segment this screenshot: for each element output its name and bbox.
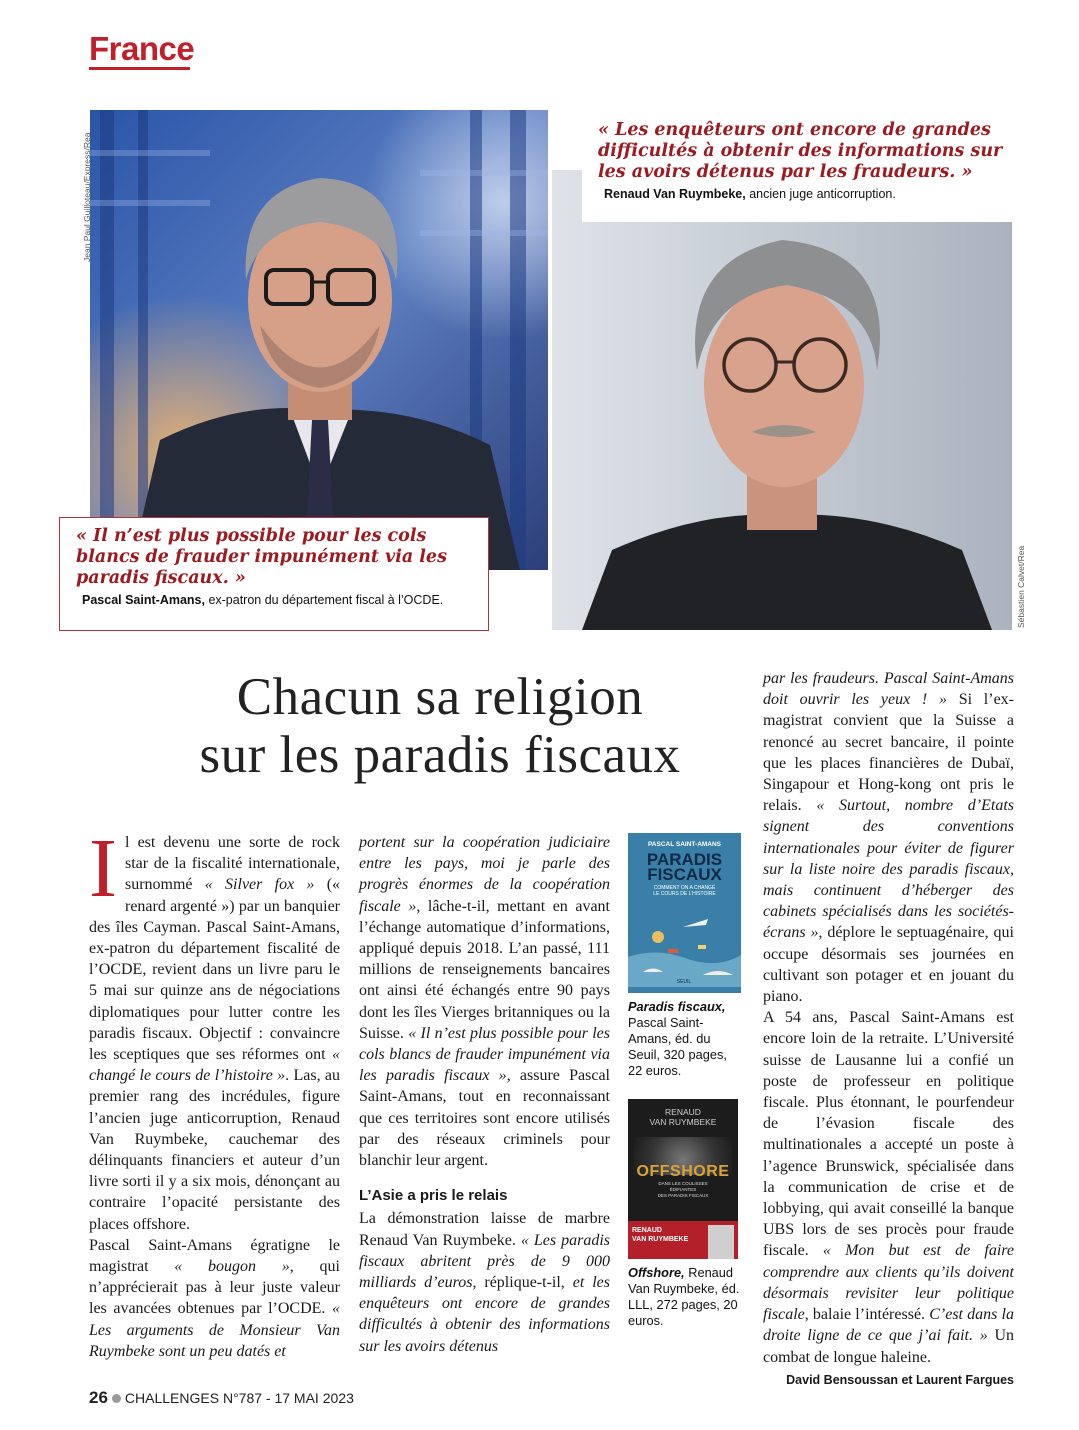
- photo-pascal-saint-amans: [90, 110, 548, 570]
- pull-quote-role: ancien juge anticorruption.: [745, 187, 896, 201]
- cover-subtitle: COMMENT ON A CHANGÉ: [653, 885, 716, 891]
- paragraph: [89, 822, 341, 1235]
- book-cover-paradis-fiscaux: [628, 833, 741, 993]
- pull-quote-attribution: [60, 593, 488, 607]
- cover-title: FISCAUX: [647, 865, 722, 884]
- caption-text: Pascal Saint-Amans, éd. du Seuil, 320 pages, 22 euros.: [628, 1015, 727, 1078]
- photo2-credit: Sébastien Calvet/Rea: [1016, 545, 1026, 628]
- text-italic: C’est dans la droite ligne de ce que j’ai fait. »: [763, 1306, 1014, 1345]
- text-italic: « Les paradis fiscaux abritent près de 9 000 milliards d’euros: [359, 1231, 610, 1292]
- pull-quote-van-ruymbeke: [582, 110, 1028, 222]
- cover-band-text: VAN RUYMBEKE: [632, 1236, 689, 1243]
- text: , assure Pascal Saint-Amans, tout en reconnaissant que ces territoires sont encore utilisés par des réseaux criminels pour blanchir leur argent.: [359, 1067, 611, 1170]
- text: . Las, au premier rang des incrédules, figure l’ancien juge anticorruption, Renaud Van Ruymbeke, cauchemar des délinquants financiers et auteur d’un livre sorti il y a six mois, dénonçant au contraire l’opacité persistante des places offshore.: [89, 1067, 341, 1233]
- cover-band-text: RENAUD: [632, 1227, 662, 1234]
- cover-author: RENAUD: [665, 1107, 701, 1117]
- headline: [100, 668, 780, 784]
- text: , lâche-t-il, mettant en avant l’échange automatique d’informations, appliqué depuis 2018. L’an passé, 111 millions de renseignements bancaires ont ainsi été échangés entre 90 pays dont les îles Vierges britanniques ou la Suisse.: [359, 897, 611, 1042]
- paragraph: [763, 668, 1014, 1007]
- cover-author-portrait: [708, 1225, 734, 1259]
- text-italic: « Silver fox »: [204, 876, 315, 894]
- photo1-credit: Jean Paul Guilloteau/Express/Rea: [82, 132, 92, 262]
- photo-renaud-van-ruymbeke: [552, 170, 1012, 630]
- pull-quote-role: ex-patron du département fiscal à l’OCDE.: [204, 593, 444, 607]
- magazine-issue: CHALLENGES N°787 - 17 MAI 2023: [124, 1390, 354, 1406]
- paragraph: [89, 1235, 340, 1362]
- text-italic: « bougon »: [174, 1258, 290, 1276]
- article-column-3: [763, 668, 1014, 1391]
- book-caption-paradis-fiscaux: [628, 999, 743, 1079]
- text: Un combat de longue haleine.: [763, 1327, 1015, 1366]
- pull-quote-name: Pascal Saint-Amans,: [82, 593, 205, 607]
- cover-subtitle: ÉDIFIANTES: [669, 1187, 697, 1192]
- pull-quote-name: Renaud Van Ruymbeke,: [604, 187, 746, 201]
- text-italic: « Surtout, nombre d’Etats signent des conventions internationales pour éviter de figurer sur la liste noire des paradis fiscaux, mais continuent d’héberger des cabinets spécialisés dans les sociétés-écrans »: [763, 797, 1014, 942]
- text: A 54 ans, Pascal Saint-Amans est encore loin de la retraite. L’Université suisse de Lausanne lui a confié un poste de professeur en politique fiscale. Plus étonnant, le pourfendeur de l’évasion fiscale des multinationales a accepté un poste à l’agence Brunswick, spécialisée dans la communication de crise et de lobbying, qui avait conseillé la banque UBS lors de ses procès pour fraude fiscale.: [763, 1009, 1014, 1260]
- text: , déplore le septuagénaire, qui occupe désormais ses journées en cultivant son potager et en jouant du piano.: [763, 924, 1015, 1006]
- article-column-1: [89, 822, 341, 1362]
- text: , réplique-t-il,: [472, 1274, 573, 1292]
- section-rule: [89, 67, 190, 70]
- cover-subtitle: LE COURS DE L’HISTOIRE: [653, 891, 716, 897]
- text: , balaie l’intéressé.: [804, 1306, 930, 1324]
- cover-title: OFFSHORE: [636, 1163, 730, 1180]
- text-italic: « Les arguments de Monsieur Van Ruymbeke sont un peu datés et: [89, 1300, 340, 1360]
- headline-line-1: Chacun sa religion: [236, 668, 644, 726]
- text: La démonstration laisse de marbre Renaud Van Ruymbeke.: [359, 1210, 610, 1249]
- cover-band: [628, 1221, 738, 1259]
- paragraph: [359, 1208, 610, 1356]
- text: , qui n’apprécierait pas à leur juste valeur les avancées obtenues par l’OCDE.: [89, 1258, 340, 1318]
- byline: David Bensoussan et Laurent Fargues: [786, 1372, 1014, 1387]
- text-italic: par les fraudeurs. Pascal Saint-Amans doit ouvrir les yeux ! »: [763, 670, 1014, 709]
- subheading: L’Asie a pris le relais: [359, 1187, 508, 1205]
- text: Pascal Saint-Amans égratigne le magistrat: [89, 1236, 340, 1276]
- text-italic: « changé le cours de l’histoire »: [89, 1046, 340, 1085]
- text-italic: « Mon but est de faire comprendre aux clients qu’ils doivent désormais revisiter leur politique fiscale: [763, 1242, 1015, 1324]
- cover-subtitle: DES PARADIS FISCAUX: [657, 1193, 709, 1198]
- footer-dot-icon: [112, 1394, 121, 1403]
- text-italic: « Il n’est plus possible pour les cols blancs de frauder impunément via les paradis fiscaux »: [359, 1024, 610, 1085]
- caption-title: Offshore,: [628, 1265, 685, 1280]
- pull-quote-saint-amans: [59, 517, 489, 631]
- cover-author: VAN RUYMBEKE: [649, 1117, 717, 1127]
- pull-quote-attribution: [582, 187, 1028, 201]
- cover-title: PARADIS: [646, 850, 723, 869]
- text: l est devenu une sorte de rock star de la fiscalité internationale, surnommé: [124, 834, 340, 894]
- text: (« renard argenté ») par un banquier des îles Cayman. Pascal Saint-Amans, ex-patron du département fiscalité de l’OCDE, revient dans un livre paru le 5 mai sur quinze ans de négociations diplomatiques pour lutter contre les paradis fiscaux. Objectif : convaincre les sceptiques que ses réformes ont: [89, 876, 341, 1064]
- book-cover-offshore: [628, 1099, 738, 1259]
- caption-text: Renaud Van Ruymbeke, éd. LLL, 272 pages, 20 euros.: [628, 1265, 740, 1328]
- drop-cap: I: [89, 822, 117, 915]
- paragraph: [359, 832, 610, 1171]
- cover-publisher: SEUIL: [676, 979, 692, 985]
- pull-quote-text: « Il n’est plus possible pour les cols blancs de frauder impunément via les paradis fiscaux. »: [76, 526, 447, 588]
- section-label: France: [89, 30, 195, 67]
- text: Si l’ex-magistrat convient que la Suisse a renoncé au secret bancaire, il pointe que les places financières de Dubaï, Singapour et Hong-kong ont pris le relais.: [763, 691, 1015, 815]
- headline-line-2: sur les paradis fiscaux: [199, 726, 681, 784]
- text-italic: portent sur la coopération judiciaire entre les pays, moi je parle des progrès énormes de la coopération fiscale »: [359, 834, 610, 915]
- article-column-2: [359, 832, 610, 1357]
- book-caption-offshore: [628, 1265, 743, 1329]
- cover-author: PASCAL SAINT-AMANS: [647, 841, 722, 848]
- cover-subtitle: DANS LES COULISSES: [658, 1181, 708, 1186]
- page-number: 26: [89, 1388, 108, 1407]
- paragraph: [763, 1007, 1014, 1367]
- text-italic: et les enquêteurs ont encore de grandes difficultés à obtenir des informations sur les avoirs détenus: [359, 1274, 610, 1355]
- pull-quote-text: « Les enquêteurs ont encore de grandes difficultés à obtenir des informations sur les avoirs détenus par les fraudeurs. »: [598, 120, 1003, 182]
- cover-illustration: [628, 897, 741, 987]
- page-footer: [89, 1388, 354, 1408]
- caption-title: Paradis fiscaux,: [628, 999, 726, 1014]
